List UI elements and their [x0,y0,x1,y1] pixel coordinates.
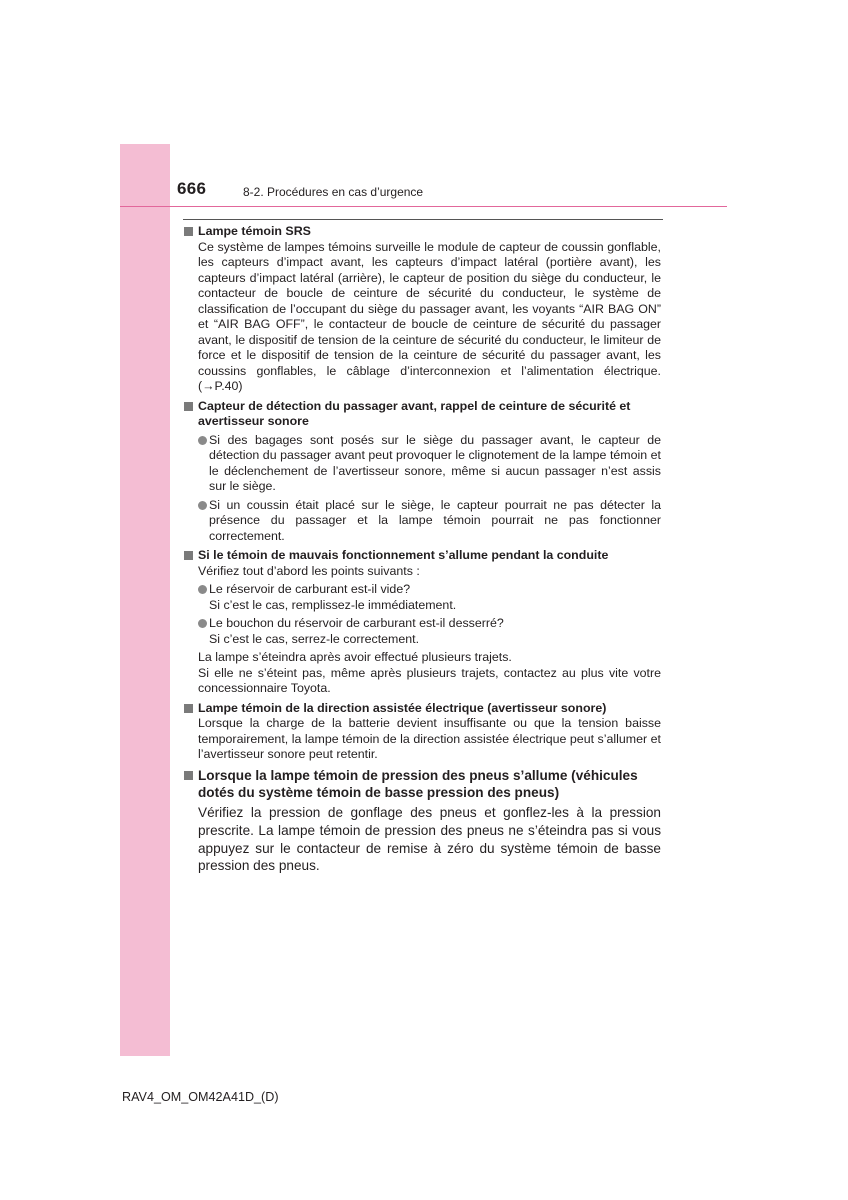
section-heading-text: Lampe témoin de la direction assistée électrique (avertisseur sonore) [198,700,607,715]
round-bullet-icon [198,585,207,594]
header-rule [120,206,727,207]
section-tire-pressure [184,767,661,876]
section-heading [184,701,661,717]
square-bullet-icon [184,227,193,236]
page-number: 666 [177,179,207,198]
square-bullet-icon [184,704,193,713]
square-bullet-icon [184,771,193,780]
section-heading-text: Capteur de détection du passager avant, rappel de ceinture de sécurité et avertisseur sonore [198,398,631,428]
section-heading [184,399,661,430]
check-answer: Si c’est le cas, remplissez-le immédiatement. [209,597,457,612]
round-bullet-icon [198,501,207,510]
section-heading [184,548,661,564]
content-top-rule [183,219,663,220]
section-power-steering [184,701,661,763]
section-note: La lampe s’éteindra après avoir effectué plusieurs trajets. [198,650,512,664]
bullet-text: Si des bagages sont posés sur le siège du passager avant, le capteur de détection du passager avant peut provoquer le clignotement de la lampe témoin et le déclenchement de l’avertisseur sonore, même si aucun passager n’est assis sur le siège. [209,432,661,493]
section-heading-text: Lampe témoin SRS [198,224,311,238]
check-question: Le réservoir de carburant est-il vide? [209,582,411,596]
document-code: RAV4_OM_OM42A41D_(D) [122,1090,279,1104]
round-bullet-icon [198,436,207,445]
section-body [184,240,661,395]
square-bullet-icon [184,402,193,411]
section-body: Vérifiez la pression de gonflage des pneus et gonflez-les à la pression prescrite. La lampe témoin de pression des pneus ne s’éteindra pas si vous appuyez sur le contacteur de remise à zéro du système témoin de basse pression des pneus. [198,805,661,874]
section-heading [184,767,661,803]
section-heading-text: Si le témoin de mauvais fonctionnement s’allume pendant la conduite [198,548,609,562]
bullet-text: Si un coussin était placé sur le siège, le capteur pourrait ne pas détecter la présence du passager et la lampe témoin pourrait ne pas fonctionner correctement. [209,497,661,543]
bullet-item [184,498,661,545]
check-answer: Si c’est le cas, serrez-le correctement. [209,631,420,646]
section-srs [184,224,661,395]
square-bullet-icon [184,551,193,560]
section-note: Si elle ne s’éteint pas, même après plusieurs trajets, contactez au plus vite votre concessionnaire Toyota. [198,665,661,695]
section-malfunction [184,548,661,697]
section-body: Lorsque la charge de la batterie devient insuffisante ou que la tension baisse temporairement, la lampe témoin de la direction assistée électrique peut s’allumer et l’avertisseur sonore peut retentir. [198,716,661,761]
check-item [184,616,661,632]
section-heading [184,224,661,240]
check-item [184,582,661,598]
round-bullet-icon [198,619,207,628]
section-heading-text: Lorsque la lampe témoin de pression des pneus s’allume (véhicules dotés du système témoin de basse pression des pneus) [198,767,638,801]
body-text: Ce système de lampes témoins surveille le module de capteur de coussin gonflable, les capteurs d’impact avant, les capteurs d’impact latéral (portière avant), les capteurs d’impact latéral (arrière), le capteur de position du siège du conducteur, le contacteur de boucle de ceinture de sécurité du conducteur, le système de classification de l’occupant du siège du passager avant, les voyants “AIR BAG ON” et “AIR BAG OFF”, le contacteur de boucle de ceinture de sécurité du passager avant, le dispositif de tension de la ceinture de sécurité du conducteur, le limiteur de force et le dispositif de tension de la ceinture de sécurité du passager avant, les coussins gonflables, le câblage d’interconnexion et l’alimentation électrique. ( [198,239,661,393]
section-passenger-sensor [184,399,661,545]
check-question: Le bouchon du réservoir de carburant est-il desserré? [209,616,504,630]
chapter-tab-band [120,144,170,1056]
chapter-title: 8-2. Procédures en cas d’urgence [243,185,424,199]
arrow-icon: → [202,379,215,393]
bullet-item [184,433,661,495]
page-content [184,224,661,879]
section-intro: Vérifiez tout d’abord les points suivants : [198,563,420,578]
page-reference-link[interactable]: P.40) [214,379,243,393]
